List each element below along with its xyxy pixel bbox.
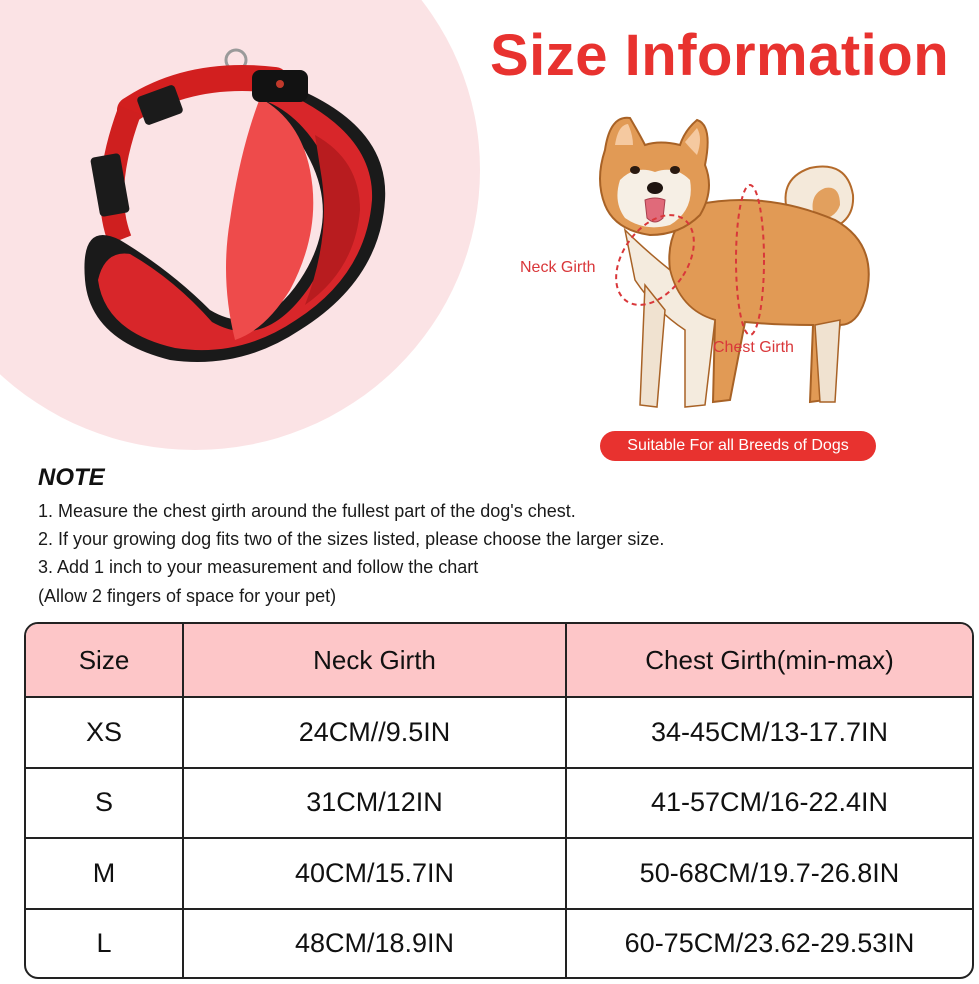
table-header-row: [26, 624, 972, 697]
dog-illustration: [585, 110, 895, 430]
chest-girth-label: Chest Girth: [713, 339, 794, 356]
page-title: Size Information: [490, 23, 950, 88]
cell-chest-girth: 41-57CM/16-22.4IN: [566, 768, 972, 839]
table-row: [26, 909, 972, 978]
cell-size: L: [26, 909, 183, 978]
table-row: [26, 768, 972, 839]
header-size: Size: [26, 624, 183, 697]
header-neck-girth: Neck Girth: [183, 624, 566, 697]
harness-product-image: [60, 40, 400, 380]
cell-chest-girth: 50-68CM/19.7-26.8IN: [566, 838, 972, 909]
size-table: [24, 622, 974, 979]
cell-size: XS: [26, 697, 183, 768]
note-heading: NOTE: [38, 464, 105, 491]
neck-girth-label: Neck Girth: [520, 259, 596, 276]
cell-neck-girth: 40CM/15.7IN: [183, 838, 566, 909]
header-chest-girth: Chest Girth(min-max): [566, 624, 972, 697]
cell-neck-girth: 48CM/18.9IN: [183, 909, 566, 978]
table-row: [26, 838, 972, 909]
cell-neck-girth: 24CM//9.5IN: [183, 697, 566, 768]
note-line-1: 1. Measure the chest girth around the fullest part of the dog's chest.: [38, 501, 576, 521]
note-line-4: (Allow 2 fingers of space for your pet): [38, 586, 337, 606]
note-line-3: 3. Add 1 inch to your measurement and follow the chart: [38, 557, 479, 577]
cell-chest-girth: 34-45CM/13-17.7IN: [566, 697, 972, 768]
cell-chest-girth: 60-75CM/23.62-29.53IN: [624, 927, 915, 958]
cell-size: S: [26, 768, 183, 839]
cell-neck-girth: 31CM/12IN: [183, 768, 566, 839]
note-line-2: 2. If your growing dog fits two of the sizes listed, please choose the larger size.: [38, 529, 665, 549]
suitable-badge: Suitable For all Breeds of Dogs: [600, 431, 876, 461]
cell-size: M: [26, 838, 183, 909]
table-row: [26, 697, 972, 768]
